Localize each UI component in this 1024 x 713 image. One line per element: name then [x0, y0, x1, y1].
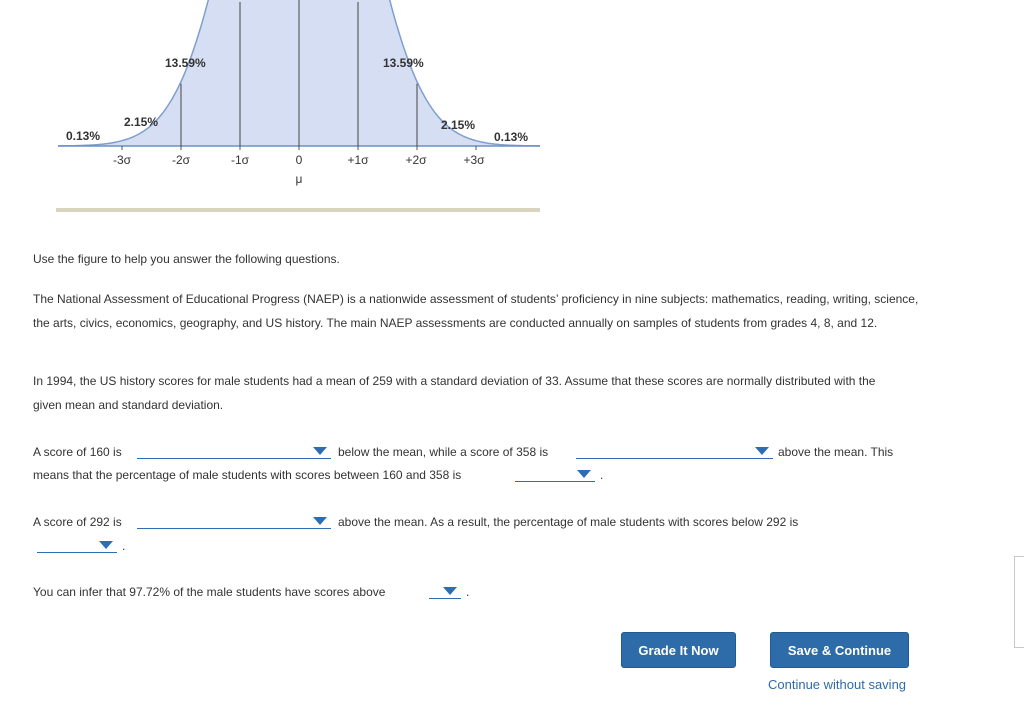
q2-dropdown-292[interactable]: [137, 514, 331, 529]
q1-period: .: [600, 468, 604, 482]
q2-text-1: A score of 292 is: [33, 515, 122, 529]
normal-distribution-figure: [0, 0, 560, 220]
q1-text-2: below the mean, while a score of 358 is: [338, 445, 549, 459]
instructions-text: Use the figure to help you answer the following questions.: [33, 252, 340, 266]
intro-paragraph: The National Assessment of Educational Progress (NAEP) is a nationwide assessment of students’ proficiency in nine subjects: mathematics, reading, writing, science, the arts, civics, economics, geography, and US history. The main NAEP assessments are conducted annually on samples of students from grades 4, 8, and 12.: [33, 292, 919, 330]
grade-it-now-button[interactable]: Grade It Now: [621, 632, 736, 668]
q2-period: .: [122, 539, 126, 553]
q3-period: .: [466, 585, 470, 599]
tick-label-pos1: +1σ: [347, 153, 369, 167]
bell-curve-graphic: [0, 0, 560, 220]
mu-label: μ: [295, 172, 303, 186]
pct-right-tail: 0.13%: [494, 130, 529, 144]
chevron-down-icon: [577, 470, 591, 478]
side-panel-tab[interactable]: [1014, 556, 1024, 648]
q1-text-1: A score of 160 is: [33, 445, 122, 459]
chevron-down-icon: [313, 447, 327, 455]
q1-dropdown-358[interactable]: [576, 444, 773, 459]
figure-divider: [56, 208, 540, 212]
save-continue-button[interactable]: Save & Continue: [770, 632, 909, 668]
pct-right-13: 13.59%: [383, 56, 424, 70]
scenario-paragraph: In 1994, the US history scores for male students had a mean of 259 with a standard deviation of 33. Assume that these scores are normally distributed with the given mean and standard deviation.: [33, 374, 876, 412]
chevron-down-icon: [443, 587, 457, 595]
q1-dropdown-160[interactable]: [137, 444, 331, 459]
pct-left-tail: 0.13%: [66, 129, 101, 143]
tick-label-neg1: -1σ: [230, 153, 250, 167]
tick-label-zero: 0: [295, 153, 303, 167]
chevron-down-icon: [313, 517, 327, 525]
q3-dropdown-score[interactable]: [429, 584, 461, 599]
pct-left-2: 2.15%: [124, 115, 159, 129]
pct-right-2: 2.15%: [441, 118, 476, 132]
tick-label-pos3: +3σ: [463, 153, 485, 167]
pct-left-13: 13.59%: [165, 56, 206, 70]
chevron-down-icon: [755, 447, 769, 455]
q1-text-4: means that the percentage of male students with scores between 160 and 358 is: [33, 468, 462, 482]
q3-text-1: You can infer that 97.72% of the male students have scores above: [33, 585, 386, 599]
tick-label-neg2: -2σ: [171, 153, 191, 167]
chevron-down-icon: [99, 541, 113, 549]
q2-text-2: above the mean. As a result, the percentage of male students with scores below 292 is: [338, 515, 799, 529]
q1-text-3: above the mean. This: [778, 445, 894, 459]
tick-label-pos2: +2σ: [405, 153, 427, 167]
q1-dropdown-percentage[interactable]: [515, 467, 595, 482]
q2-dropdown-percentage[interactable]: [37, 538, 117, 553]
tick-label-neg3: -3σ: [112, 153, 132, 167]
continue-without-saving-link[interactable]: Continue without saving: [768, 677, 907, 692]
